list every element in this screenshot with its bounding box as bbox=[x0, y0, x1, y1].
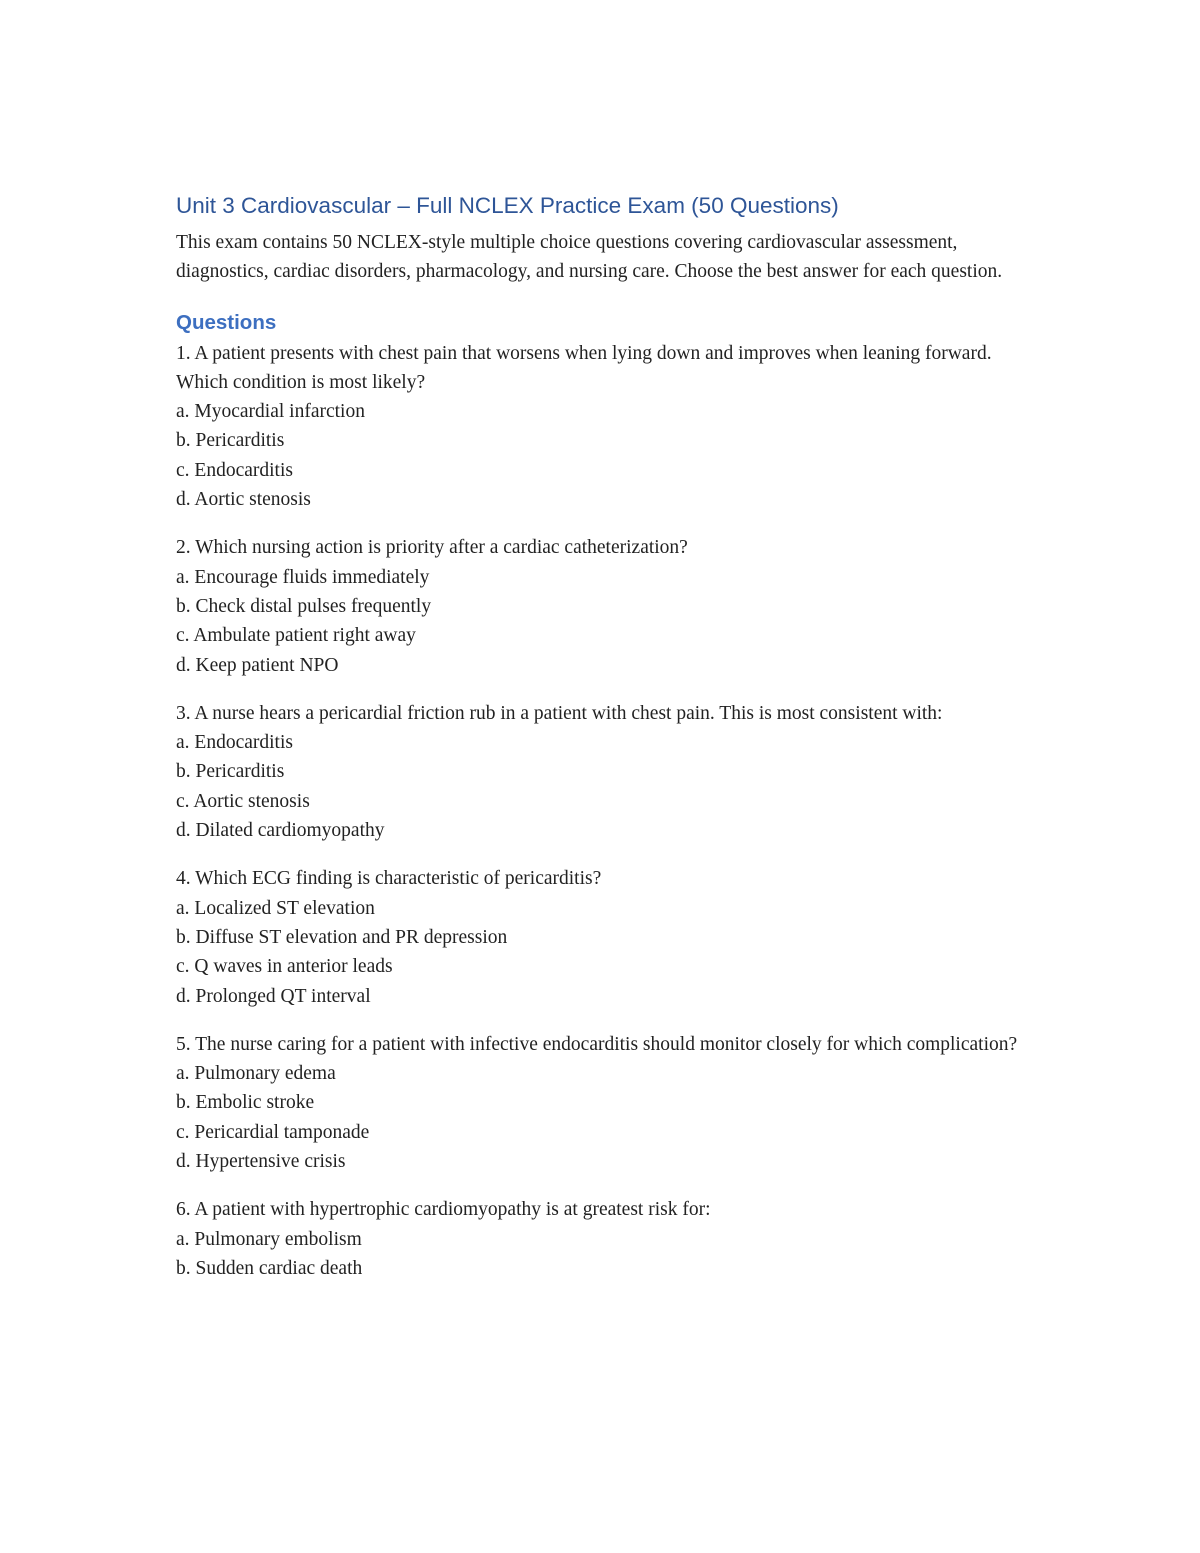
answer-option: c. Aortic stenosis bbox=[176, 790, 310, 812]
question-stem: 1. A patient presents with chest pain that worsens when lying down and improves when leaning forward. Which condition is most likely? bbox=[176, 342, 992, 393]
question-stem: 2. Which nursing action is priority after a cardiac catheterization? bbox=[176, 537, 688, 559]
question-list bbox=[176, 339, 1046, 1284]
answer-option: a. Pulmonary edema bbox=[176, 1063, 336, 1085]
section-heading-questions: Questions bbox=[176, 310, 277, 334]
answer-option: a. Pulmonary embolism bbox=[176, 1228, 362, 1250]
answer-option: d. Keep patient NPO bbox=[176, 654, 339, 676]
answer-option: a. Endocarditis bbox=[176, 732, 293, 754]
answer-option: b. Check distal pulses frequently bbox=[176, 595, 432, 617]
answer-option: c. Q waves in anterior leads bbox=[176, 956, 393, 978]
answer-option: a. Encourage fluids immediately bbox=[176, 566, 430, 588]
question-2 bbox=[176, 533, 1046, 679]
question-1 bbox=[176, 339, 1046, 515]
answer-option: c. Endocarditis bbox=[176, 459, 293, 481]
question-4 bbox=[176, 864, 1046, 1010]
answer-option: c. Ambulate patient right away bbox=[176, 625, 416, 647]
answer-option: c. Pericardial tamponade bbox=[176, 1121, 370, 1143]
answer-option: b. Sudden cardiac death bbox=[176, 1257, 363, 1279]
answer-option: a. Myocardial infarction bbox=[176, 401, 365, 423]
answer-option: d. Prolonged QT interval bbox=[176, 985, 371, 1007]
document-title: Unit 3 Cardiovascular – Full NCLEX Practice Exam (50 Questions) bbox=[176, 193, 839, 218]
question-stem: 4. Which ECG finding is characteristic of pericarditis? bbox=[176, 868, 602, 890]
intro-paragraph: This exam contains 50 NCLEX-style multiple choice questions covering cardiovascular assessment, diagnostics, cardiac disorders, pharmacology, and nursing care. Choose the best answer for each question. bbox=[176, 232, 1003, 283]
answer-option: b. Pericarditis bbox=[176, 430, 285, 452]
question-stem: 6. A patient with hypertrophic cardiomyopathy is at greatest risk for: bbox=[176, 1199, 711, 1221]
question-5 bbox=[176, 1030, 1046, 1176]
question-stem: 5. The nurse caring for a patient with infective endocarditis should monitor closely for which complication? bbox=[176, 1033, 1018, 1055]
answer-option: d. Hypertensive crisis bbox=[176, 1151, 346, 1173]
answer-option: b. Pericarditis bbox=[176, 761, 285, 783]
answer-option: b. Embolic stroke bbox=[176, 1092, 315, 1114]
answer-option: a. Localized ST elevation bbox=[176, 897, 375, 919]
document-page bbox=[176, 188, 1046, 1302]
question-stem: 3. A nurse hears a pericardial friction rub in a patient with chest pain. This is most consistent with: bbox=[176, 702, 943, 724]
question-6 bbox=[176, 1195, 1046, 1283]
answer-option: d. Aortic stenosis bbox=[176, 489, 311, 511]
answer-option: d. Dilated cardiomyopathy bbox=[176, 820, 385, 842]
answer-option: b. Diffuse ST elevation and PR depression bbox=[176, 926, 508, 948]
question-3 bbox=[176, 699, 1046, 845]
